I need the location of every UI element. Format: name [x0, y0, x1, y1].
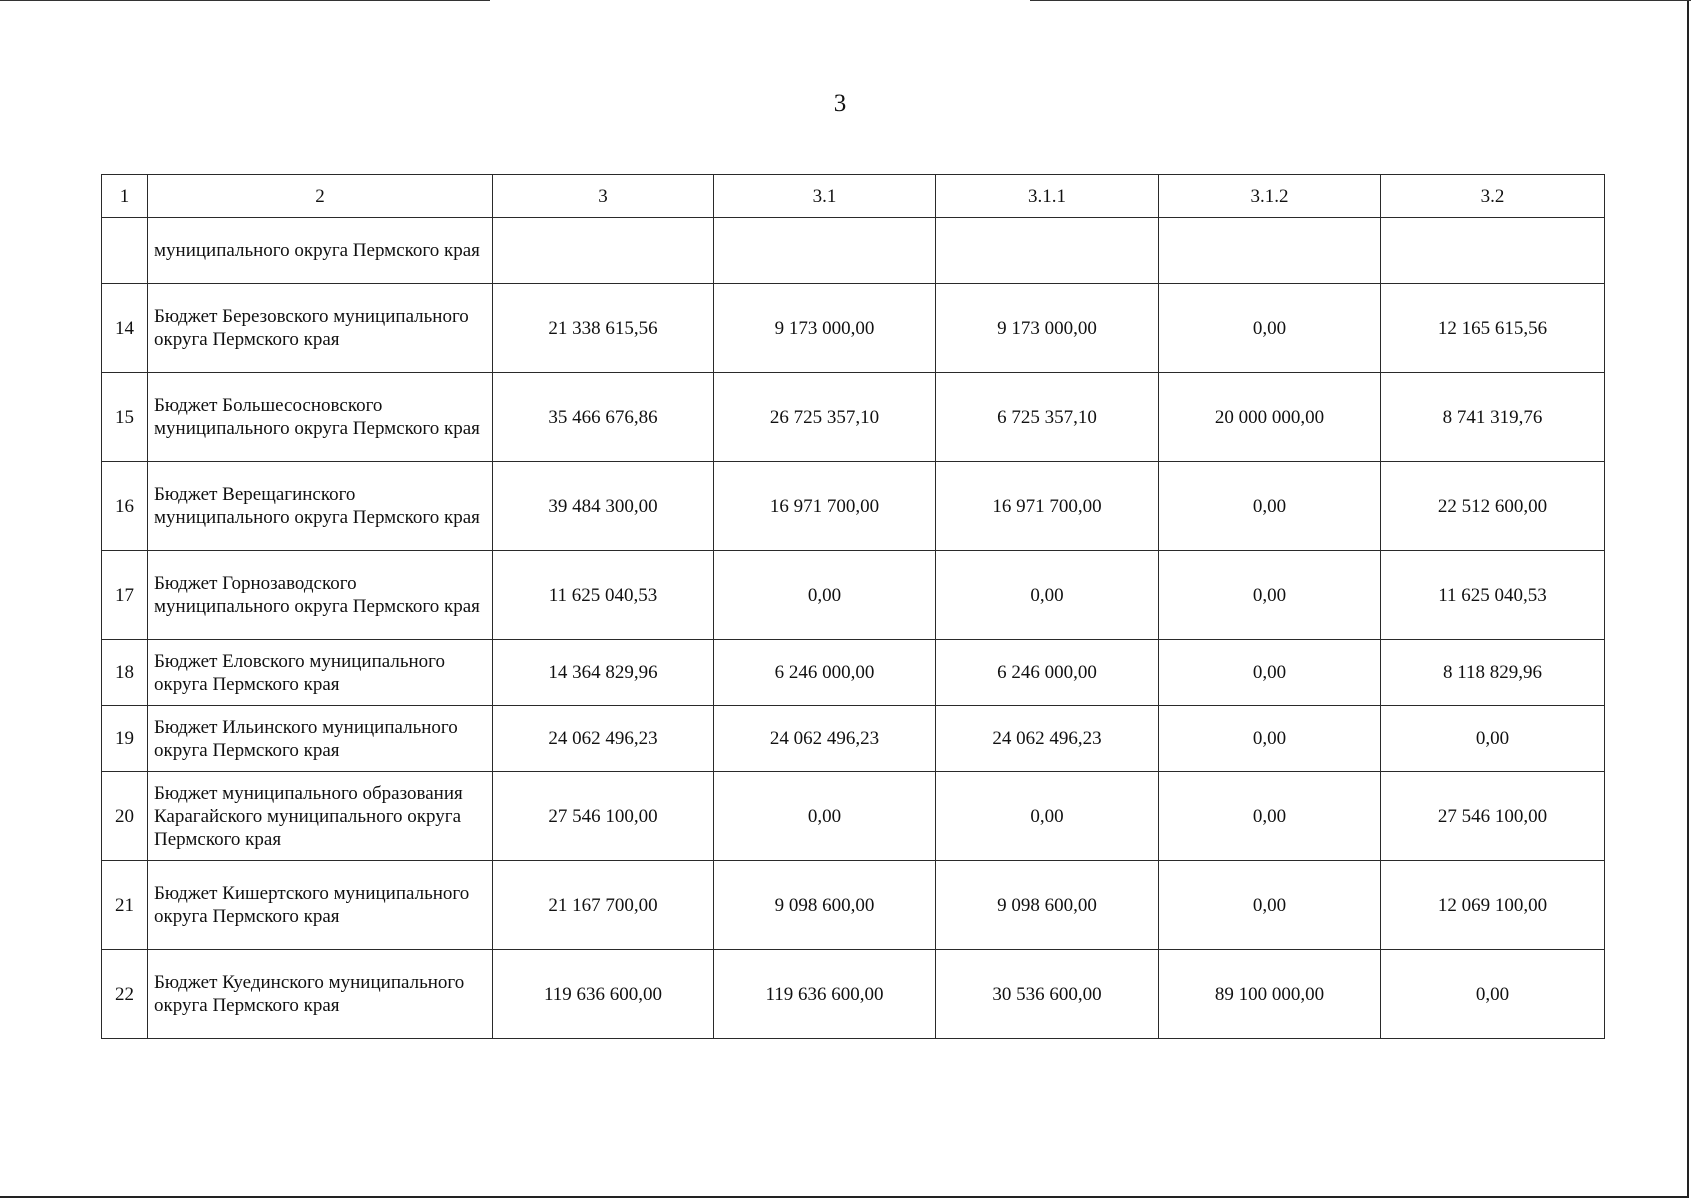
total-cell: 39 484 300,00 [493, 462, 714, 551]
table-row [102, 861, 1605, 950]
value-3-2-cell: 22 512 600,00 [1381, 462, 1605, 551]
budget-name-cell: Бюджет Еловского муниципального округа Пермского края [148, 640, 493, 706]
budget-name-cell: Бюджет муниципального образования Карагайского муниципального округа Пермского края [148, 772, 493, 861]
header-cell: 3.2 [1381, 175, 1605, 218]
value-3-2-cell: 12 165 615,56 [1381, 284, 1605, 373]
scan-edge-line [0, 0, 490, 1]
total-cell: 21 167 700,00 [493, 861, 714, 950]
budget-name-cell: Бюджет Березовского муниципального округа Пермского края [148, 284, 493, 373]
value-3-1-1-cell: 24 062 496,23 [936, 706, 1159, 772]
header-cell: 2 [148, 175, 493, 218]
value-cell [714, 218, 936, 284]
value-3-1-cell: 26 725 357,10 [714, 373, 936, 462]
value-3-1-2-cell: 89 100 000,00 [1159, 950, 1381, 1039]
value-3-1-cell: 6 246 000,00 [714, 640, 936, 706]
header-cell: 3.1 [714, 175, 936, 218]
value-3-1-2-cell: 0,00 [1159, 551, 1381, 640]
table-row [102, 373, 1605, 462]
row-number-cell [102, 218, 148, 284]
header-cell: 3.1.1 [936, 175, 1159, 218]
table-row [102, 284, 1605, 373]
total-cell: 119 636 600,00 [493, 950, 714, 1039]
value-3-1-1-cell: 30 536 600,00 [936, 950, 1159, 1039]
page-number: 3 [833, 90, 847, 117]
value-3-1-1-cell: 0,00 [936, 772, 1159, 861]
total-cell: 27 546 100,00 [493, 772, 714, 861]
value-3-1-1-cell: 6 725 357,10 [936, 373, 1159, 462]
table-row [102, 551, 1605, 640]
header-row [102, 175, 1605, 218]
value-3-1-2-cell: 0,00 [1159, 284, 1381, 373]
row-number-cell: 21 [102, 861, 148, 950]
value-cell [493, 218, 714, 284]
total-cell: 35 466 676,86 [493, 373, 714, 462]
value-3-1-2-cell: 20 000 000,00 [1159, 373, 1381, 462]
row-number-cell: 14 [102, 284, 148, 373]
value-cell [1381, 218, 1605, 284]
value-3-1-1-cell: 0,00 [936, 551, 1159, 640]
value-3-1-2-cell: 0,00 [1159, 640, 1381, 706]
total-cell: 24 062 496,23 [493, 706, 714, 772]
row-number-cell: 18 [102, 640, 148, 706]
table-row [102, 706, 1605, 772]
row-number-cell: 17 [102, 551, 148, 640]
header-cell: 1 [102, 175, 148, 218]
table-row [102, 640, 1605, 706]
value-3-1-1-cell: 6 246 000,00 [936, 640, 1159, 706]
budget-name-cell: Бюджет Кишертского муниципального округа Пермского края [148, 861, 493, 950]
value-3-1-2-cell: 0,00 [1159, 462, 1381, 551]
budget-table [101, 174, 1605, 1039]
value-3-1-2-cell: 0,00 [1159, 706, 1381, 772]
total-cell: 11 625 040,53 [493, 551, 714, 640]
row-number-cell: 20 [102, 772, 148, 861]
table-row [102, 462, 1605, 551]
continuation-row [102, 218, 1605, 284]
scan-edge-line [1030, 0, 1691, 1]
value-3-1-cell: 119 636 600,00 [714, 950, 936, 1039]
value-3-1-cell: 9 098 600,00 [714, 861, 936, 950]
budget-name-cell: муниципального округа Пермского края [148, 218, 493, 284]
budget-name-cell: Бюджет Большесосновского муниципального округа Пермского края [148, 373, 493, 462]
value-3-1-1-cell: 16 971 700,00 [936, 462, 1159, 551]
total-cell: 14 364 829,96 [493, 640, 714, 706]
total-cell: 21 338 615,56 [493, 284, 714, 373]
value-3-2-cell: 27 546 100,00 [1381, 772, 1605, 861]
table-row [102, 950, 1605, 1039]
value-3-1-cell: 0,00 [714, 551, 936, 640]
value-3-1-cell: 24 062 496,23 [714, 706, 936, 772]
value-3-1-2-cell: 0,00 [1159, 861, 1381, 950]
budget-name-cell: Бюджет Верещагинского муниципального округа Пермского края [148, 462, 493, 551]
value-3-1-cell: 16 971 700,00 [714, 462, 936, 551]
table-row [102, 772, 1605, 861]
header-cell: 3.1.2 [1159, 175, 1381, 218]
value-3-2-cell: 0,00 [1381, 706, 1605, 772]
row-number-cell: 15 [102, 373, 148, 462]
value-3-1-1-cell: 9 098 600,00 [936, 861, 1159, 950]
value-3-2-cell: 8 741 319,76 [1381, 373, 1605, 462]
row-number-cell: 22 [102, 950, 148, 1039]
value-3-1-cell: 9 173 000,00 [714, 284, 936, 373]
value-3-1-2-cell: 0,00 [1159, 772, 1381, 861]
value-3-1-1-cell: 9 173 000,00 [936, 284, 1159, 373]
budget-name-cell: Бюджет Горнозаводского муниципального округа Пермского края [148, 551, 493, 640]
value-3-2-cell: 12 069 100,00 [1381, 861, 1605, 950]
value-cell [936, 218, 1159, 284]
budget-name-cell: Бюджет Куединского муниципального округа Пермского края [148, 950, 493, 1039]
header-cell: 3 [493, 175, 714, 218]
budget-name-cell: Бюджет Ильинского муниципального округа Пермского края [148, 706, 493, 772]
value-cell [1159, 218, 1381, 284]
row-number-cell: 19 [102, 706, 148, 772]
value-3-2-cell: 0,00 [1381, 950, 1605, 1039]
value-3-1-cell: 0,00 [714, 772, 936, 861]
value-3-2-cell: 8 118 829,96 [1381, 640, 1605, 706]
value-3-2-cell: 11 625 040,53 [1381, 551, 1605, 640]
row-number-cell: 16 [102, 462, 148, 551]
